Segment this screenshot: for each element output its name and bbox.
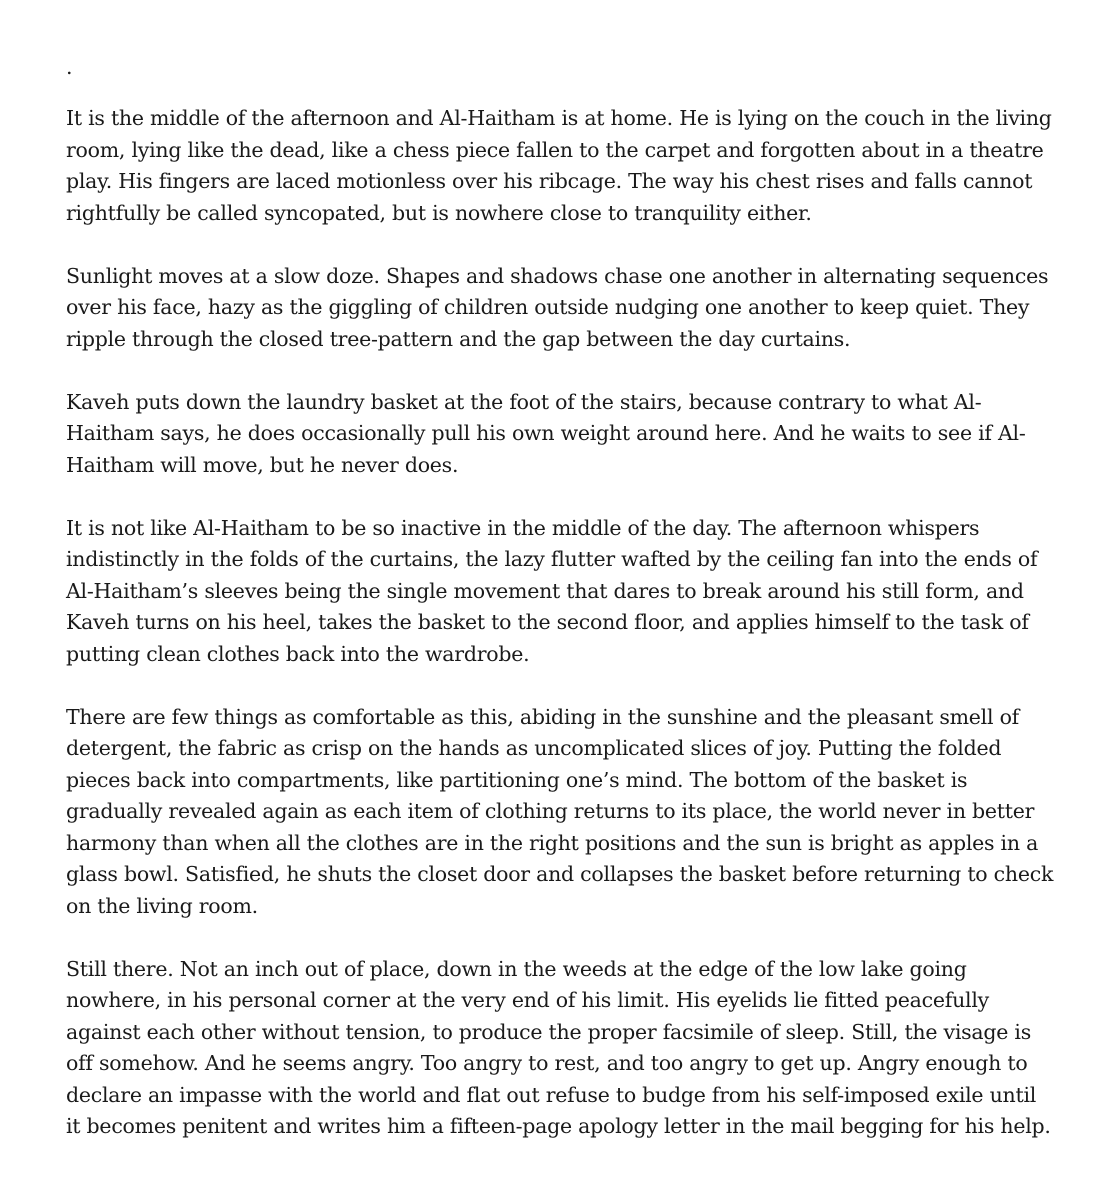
- paragraph-6: Still there. Not an inch out of place, down in the weeds at the edge of the low lake going nowhere, in his personal corner at the very end of his limit. His eyelids lie fitted peacefully against each other without tension, to produce the proper facsimile of sleep. Still, the visage is off somehow. And he seems angry. Too angry to rest, and too angry to get up. Angry enough to declare an impasse with the world and flat out refuse to budge from his self-imposed exile until it becomes penitent and writes him a fifteen-page apology letter in the mail begging for his help.: [66, 956, 1051, 1138]
- paragraph-1: It is the middle of the afternoon and Al-Haitham is at home. He is lying on the couch in the living room, lying like the dead, like a chess piece fallen to the carpet and forgotten about in a theatre play. His fingers are laced motionless over his ribcage. The way his chest rises and falls cannot rightfully be called syncopated, but is nowhere close to tranquility either.: [66, 106, 1052, 225]
- paragraph-4: It is not like Al-Haitham to be so inactive in the middle of the day. The afternoon whispers indistinctly in the folds of the curtains, the lazy flutter wafted by the ceiling fan into the ends of Al-Haitham’s sleeves being the single movement that dares to break around his still form, and Kaveh turns on his heel, takes the basket to the second floor, and applies himself to the task of putting clean clothes back into the wardrobe.: [66, 515, 1038, 666]
- document-page: [66, 52, 1056, 1174]
- paragraph-2: Sunlight moves at a slow doze. Shapes and shadows chase one another in alternating sequences over his face, hazy as the giggling of children outside nudging one another to keep quiet. They ripple through the closed tree-pattern and the gap between the day curtains.: [66, 263, 1049, 351]
- paragraph-5: There are few things as comfortable as this, abiding in the sunshine and the pleasant smell of detergent, the fabric as crisp on the hands as uncomplicated slices of joy. Putting the folded pieces back into compartments, like partitioning one’s mind. The bottom of the basket is gradually revealed again as each item of clothing returns to its place, the world never in better harmony than when all the clothes are in the right positions and the sun is bright as apples in a glass bowl. Satisfied, he shuts the closet door and collapses the basket before returning to check on the living room.: [66, 704, 1054, 918]
- leading-mark: .: [66, 55, 73, 79]
- paragraph-3: Kaveh puts down the laundry basket at the foot of the stairs, because contrary to what Al-Haitham says, he does occasionally pull his own weight around here. And he waits to see if Al-Haitham will move, but he never does.: [66, 389, 1026, 477]
